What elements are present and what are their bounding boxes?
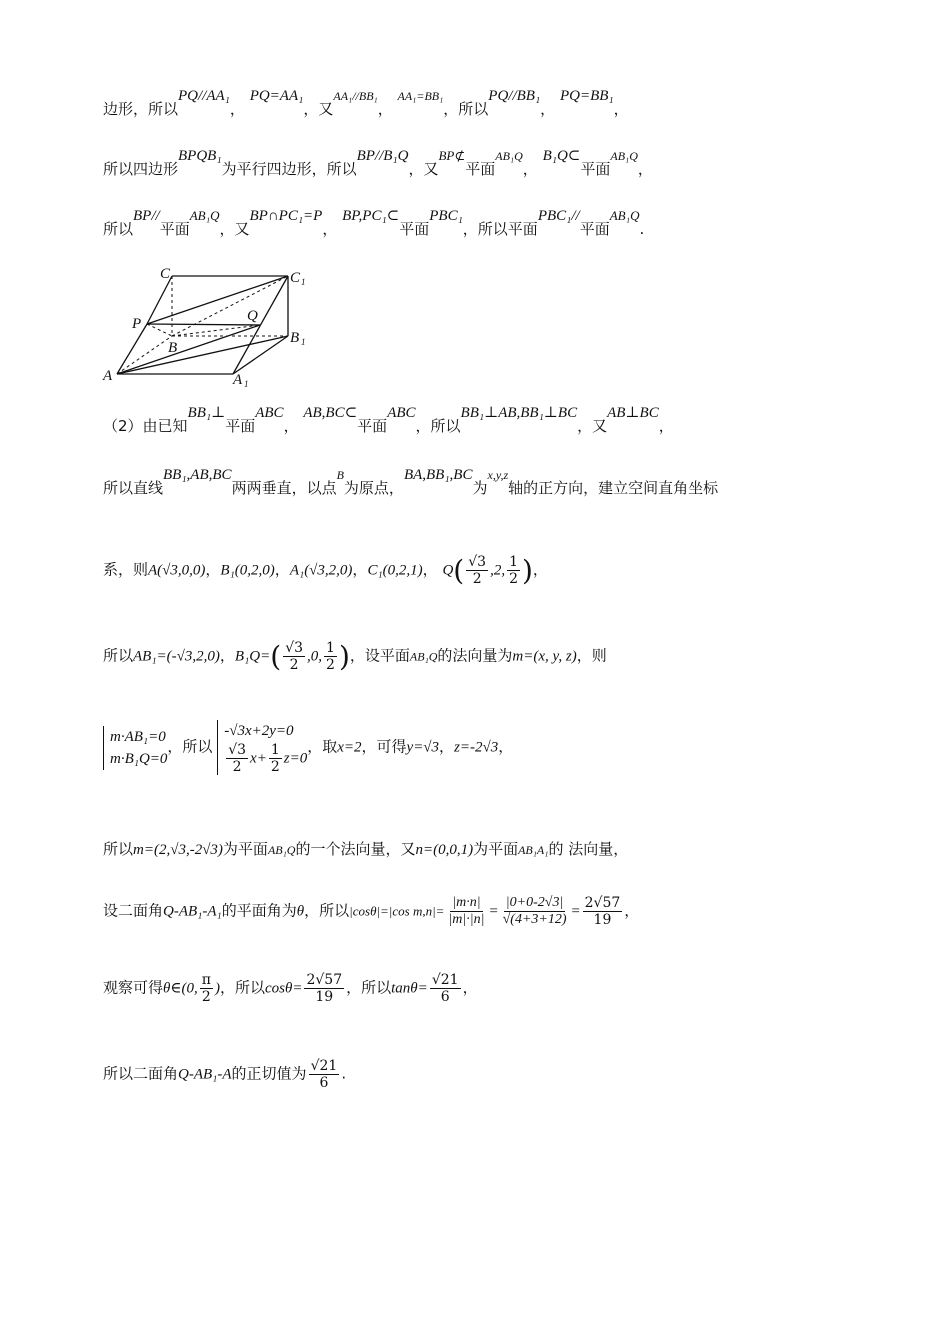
- frac-sqrt3-over-2: $\frac{√3}{2}$: [468, 554, 487, 587]
- text-line-6: 系，则A(√3,0,0)，B₁(0,2,0)，A₁(√3,2,0)，C₁(0,2,1)， Q( $\frac{√3}{2}$ ,2, $\frac{1}{2}$ )，: [103, 554, 548, 587]
- text-line-3: 所以BP//平面AB₁Q，又BP∩PC₁=P， BP,PC₁⊂平面PBC₁，所以平面PBC₁//平面AB₁Q.: [103, 208, 645, 238]
- label-a: A: [103, 368, 113, 384]
- text-line-12: 所以二面角Q-AB₁-A的正切值为 $\frac{√21}{6}$ .: [103, 1058, 347, 1091]
- label-a1: A: [233, 372, 243, 388]
- label-p: P: [132, 316, 142, 332]
- frac-1-over-2: $\frac{1}{2}$: [509, 554, 518, 587]
- text-line-5: 所以直线BB₁,AB,BC两两垂直，以点$^B$为原点，BA,BB₁,BC为$^{x,y,z}$轴的正方向，建立空间直角坐标: [103, 467, 719, 497]
- label-q: Q: [247, 308, 258, 324]
- text-line-8: m·AB₁=0 m·B₁Q=0 ，所以 -√3x+2y=0 $\frac{√3}{2}$ x+ $\frac{1}{2}$ z=0 ，取x=2，可得y=√3，z=-2√3，: [103, 720, 513, 775]
- label-b1-sub: 1: [301, 337, 306, 347]
- text-line-4: （2）由已知BB₁⊥平面ABC， AB,BC⊂平面ABC，所以BB₁⊥AB,BB₁⊥BC，又AB⊥BC，: [103, 405, 674, 435]
- label-c: C: [160, 266, 171, 282]
- edge-b-q: [172, 325, 260, 336]
- frac-cos-value: $\frac{2√57}{19}$: [306, 972, 343, 1005]
- label-b: B: [168, 340, 178, 356]
- vector-conditions: m·AB₁=0 m·B₁Q=0: [103, 726, 167, 770]
- label-a1-sub: 1: [244, 379, 249, 389]
- prism-figure: [100, 262, 320, 392]
- frac-sqrt3-over-2: $\frac{√3}{2}$: [285, 640, 304, 673]
- edge-p-q: [147, 324, 260, 325]
- label-c1-sub: 1: [301, 277, 306, 287]
- text-line-9: 所以m=(2,√3,-2√3)为平面AB₁Q的一个法向量，又n=(0,0,1)为平面AB₁A₁的 法向量，: [103, 840, 629, 858]
- frac-cos-numeric: $\frac{|0+0-2√3|}{√(4+3+12)}$: [502, 895, 567, 927]
- edge-a-q: [117, 325, 260, 374]
- equation-system: -√3x+2y=0 $\frac{√3}{2}$ x+ $\frac{1}{2}$ z=0: [217, 720, 307, 775]
- edge-a-b1: [117, 336, 288, 374]
- frac-cos-result: $\frac{2√57}{19}$: [584, 895, 621, 928]
- label-c1: C: [290, 270, 301, 286]
- frac-tan-value: $\frac{√21}{6}$: [431, 972, 459, 1005]
- text-line-7: 所以AB₁=(-√3,2,0)，B₁Q=( $\frac{√3}{2}$ ,0, $\frac{1}{2}$ )，设平面AB₁Q的法向量为m=(x, y, z)，则: [103, 640, 607, 673]
- frac-final-answer: $\frac{√21}{6}$: [310, 1058, 338, 1091]
- text-line-2: 所以四边形BPQB₁为平行四边形，所以BP//B₁Q，又BP⊄平面$^{AB_1Q}$， B₁Q⊂平面$^{AB_1Q}$，: [103, 148, 653, 178]
- frac-pi-over-2: $\frac{\pi}{2}$: [201, 972, 211, 1005]
- label-b1: B: [290, 330, 300, 346]
- frac-cos-formula: $\frac{|m\cdot n|}{|m|\cdot|n|}$: [448, 895, 485, 927]
- text-line-10: 设二面角Q-AB₁-A₁的平面角为θ，所以|cosθ|=|cos m,n|= $\frac{|m\cdot n|}{|m|\cdot|n|}$ = $\frac{|0+0-2√3|}{√(4+3+12)}$ = $\frac{2√57}{19}$ ，: [103, 895, 640, 928]
- frac-1-over-2: $\frac{1}{2}$: [326, 640, 335, 673]
- text-line-11: 观察可得θ∈(0, $\frac{\pi}{2}$ )，所以cosθ= $\frac{2√57}{19}$ ，所以tanθ= $\frac{√21}{6}$ ，: [103, 972, 478, 1005]
- text-line-1: 边形，所以PQ//AA₁， PQ=AA₁，又$^{AA_1//BB_1}$， $^{AA_1=BB_1}$，所以PQ//BB₁， PQ=BB₁，: [103, 88, 629, 118]
- edge-p-b: [147, 324, 172, 336]
